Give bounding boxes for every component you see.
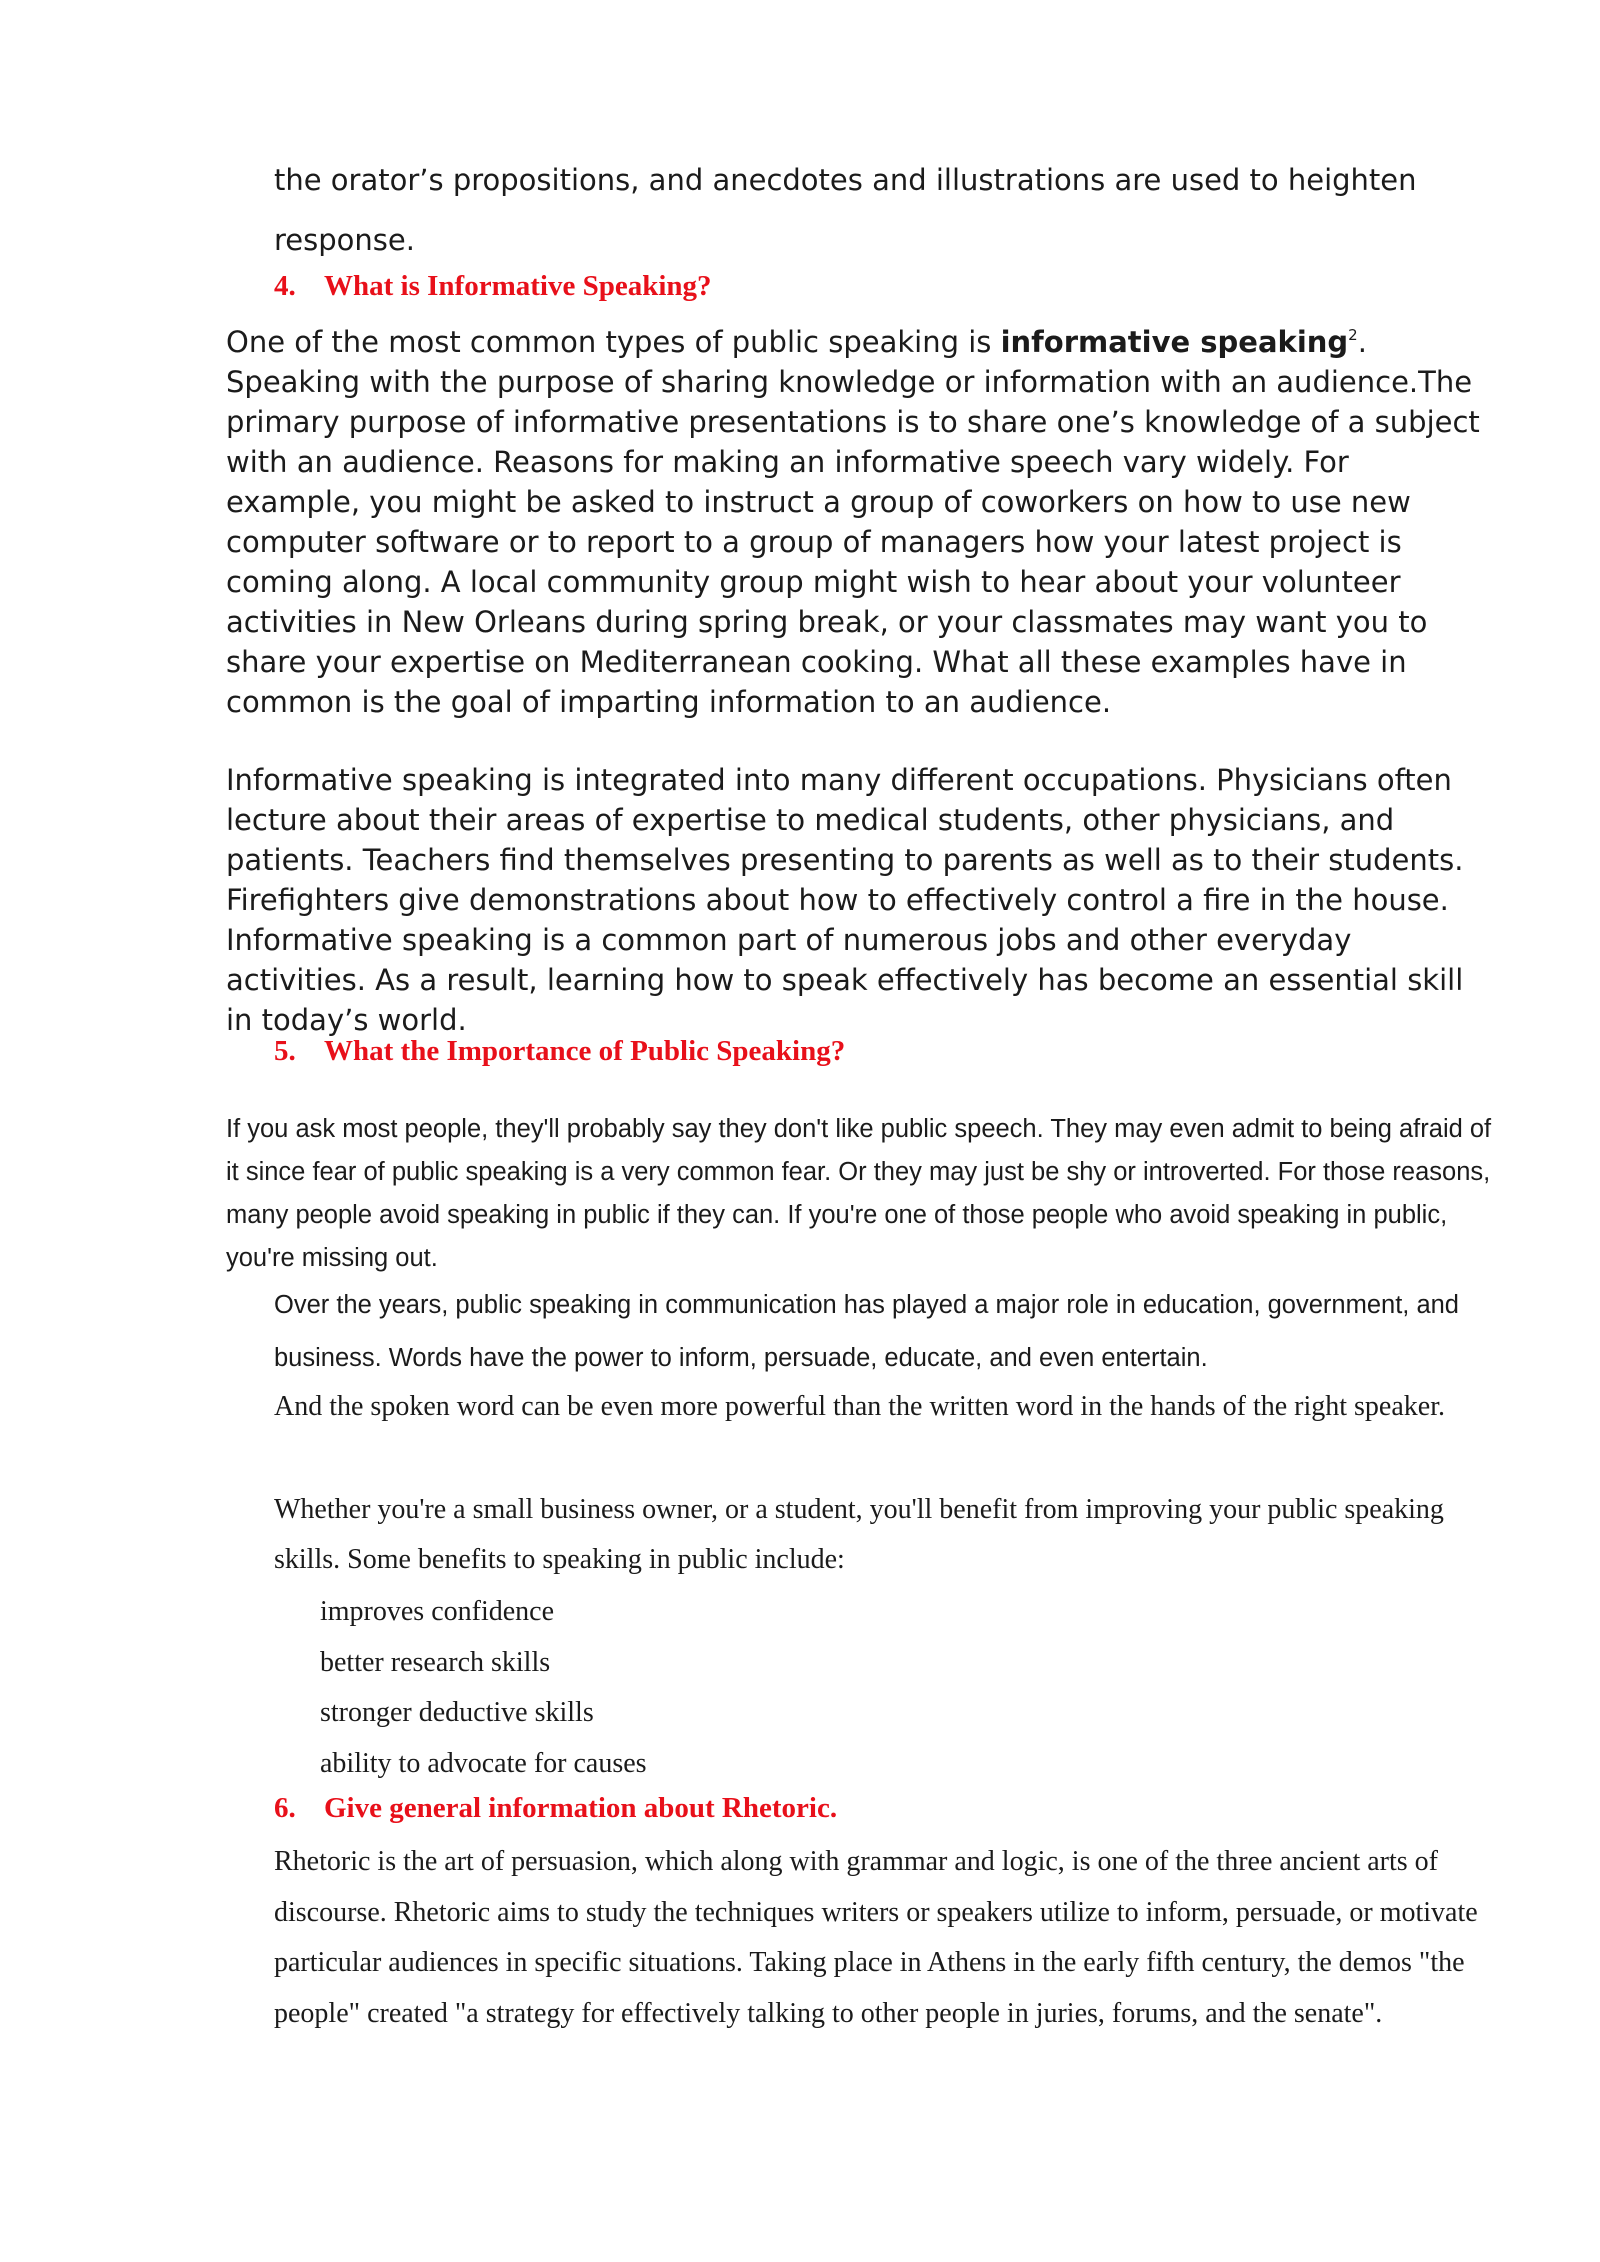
section-4-number: 4.: [274, 270, 296, 302]
benefits-list: [320, 1587, 647, 1789]
list-item: stronger deductive skills: [320, 1697, 594, 1728]
section-6-heading: [274, 1792, 837, 1825]
occupations-paragraph: Informative speaking is integrated into many different occupations. Physicians often lecture about their areas of expertise to medical students, other physicians, and patients. Teachers find themselves presenting to parents as well as to their students. Firefighters give demonstrations about how to effectively control a fire in the house. Informative speaking is a common part of numerous jobs and other everyday activities. As a result, learning how to speak effectively has become an essential skill in today’s world.: [226, 763, 1464, 1037]
spoken-word-paragraph: And the spoken word can be even more powerful than the written word in the hands of the right speaker.: [274, 1391, 1445, 1422]
list-item: ability to advocate for causes: [320, 1747, 647, 1779]
informative-speaking-paragraph: [226, 322, 1488, 722]
paragraph-lead-text: One of the most common types of public speaking is: [226, 325, 1001, 359]
section-4-title: What is Informative Speaking?: [324, 270, 712, 302]
section-5-heading: [274, 1035, 845, 1068]
list-item: better research skills: [320, 1646, 551, 1678]
section-4-heading: [274, 270, 712, 303]
public-speech-fear-paragraph: If you ask most people, they'll probably say they don't like public speech. They may even admit to being afraid of it since fear of public speaking is a very common fear. Or they may just be shy or introverted. For those reasons, many people avoid speaking in public if they can. If you're one of those people who avoid speaking in public, you're missing out.: [226, 1115, 1492, 1272]
section-6-number: 6.: [274, 1792, 296, 1824]
rhetoric-paragraph: Rhetoric is the art of persuasion, which along with grammar and logic, is one of the three ancient arts of discourse. Rhetoric aims to study the techniques writers or speakers utilize to inform, persuade, or motivate particular audiences in specific situations. Taking place in Athens in the early fifth century, the demos "the people" created "a strategy for effectively talking to other people in juries, forums, and the senate".: [274, 1846, 1478, 2029]
benefits-intro-paragraph: Whether you're a small business owner, or a student, you'll benefit from improving your public speaking skills. Some benefits to speaking in public include:: [274, 1494, 1444, 1575]
section-5-title: What the Importance of Public Speaking?: [324, 1035, 846, 1067]
section-6-title: Give general information about Rhetoric.: [324, 1792, 838, 1824]
paragraph-body-text: . Speaking with the purpose of sharing knowledge or information with an audience.The primary purpose of informative presentations is to share one’s knowledge of a subject with an audience. Reasons for making an informative speech vary widely. For example, you might be asked to instruct a group of coworkers on how to use new computer software or to report to a group of managers how your latest project is coming along. A local community group might wish to hear about your volunteer activities in New Orleans during spring break, or your classmates may want you to share your expertise on Mediterranean cooking. What all these examples have in common is the goal of imparting information to an audience.: [226, 325, 1480, 719]
section-5-number: 5.: [274, 1035, 296, 1067]
communication-role-paragraph: Over the years, public speaking in communication has played a major role in education, government, and business. Words have the power to inform, persuade, educate, and even entertain.: [274, 1291, 1459, 1372]
informative-speaking-term: informative speaking: [1000, 325, 1349, 359]
list-item: improves confidence: [320, 1596, 555, 1627]
footnote-reference[interactable]: 2: [1348, 326, 1358, 344]
continuation-paragraph: the orator’s propositions, and anecdotes and illustrations are used to heighten response.: [274, 163, 1417, 257]
